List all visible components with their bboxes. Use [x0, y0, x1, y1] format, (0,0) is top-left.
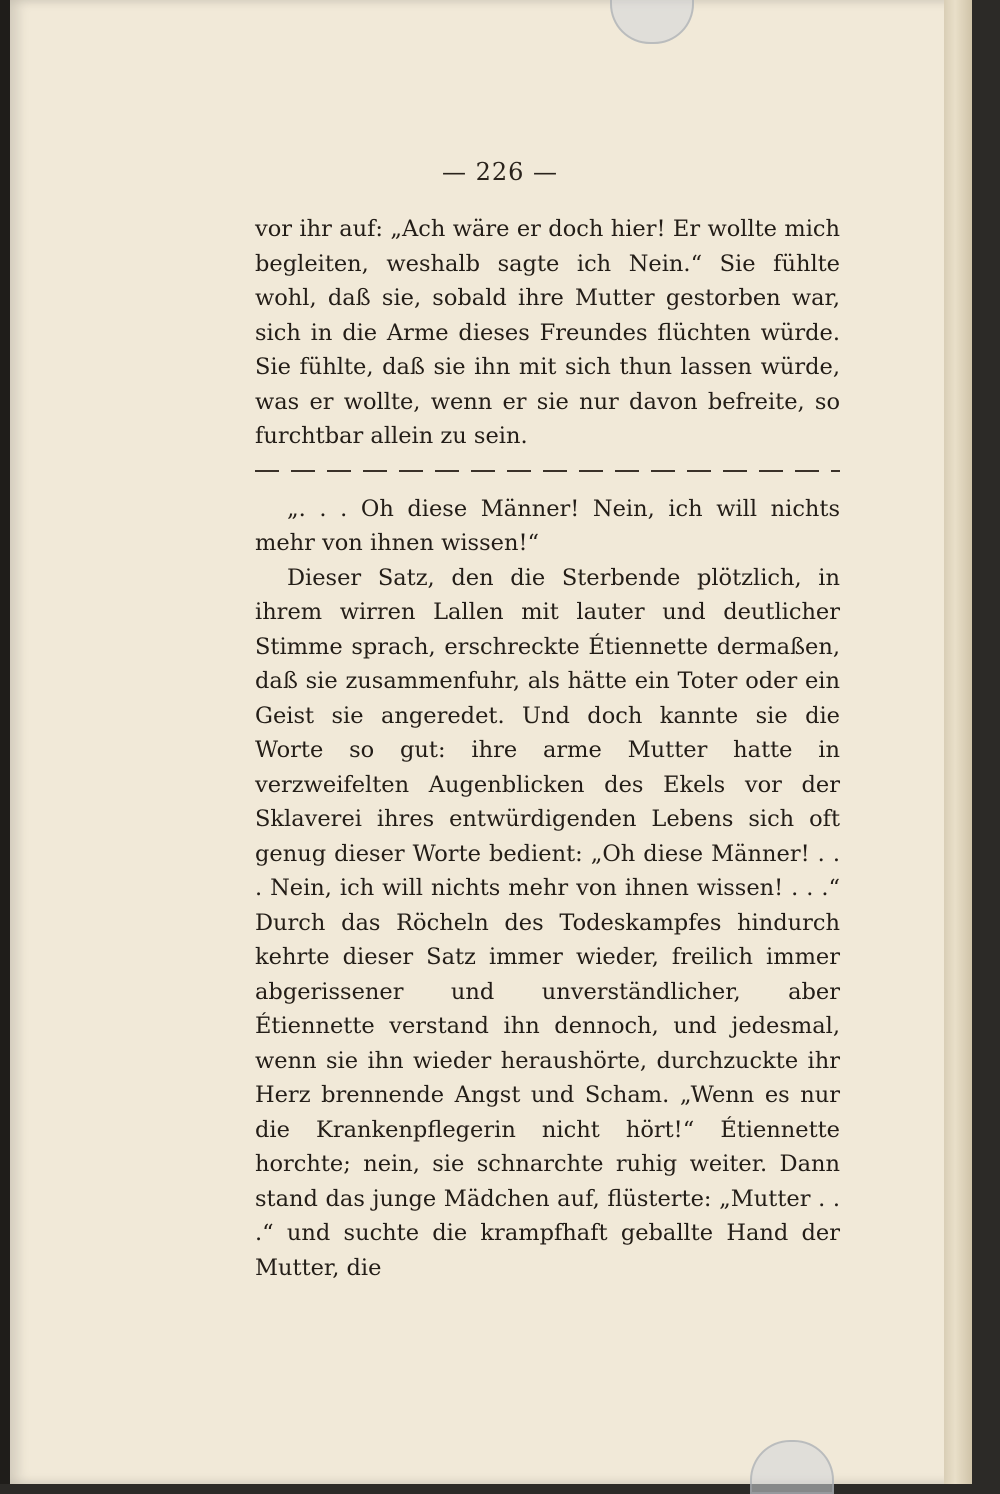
- body-text: [255, 212, 840, 1285]
- paragraph-1: vor ihr auf: „Ach wäre er doch hier! Er wollte mich begleiten, weshalb sagte ich Nein.“ Sie fühlte wohl, daß sie, sobald ihre Mutter gestorben war, sich in die Arme dieses Freundes flüchten würde. Sie fühlte, daß sie ihn mit sich thun lassen würde, was er wollte, wenn er sie nur davon befreite, so furchtbar allein zu sein.: [255, 216, 840, 449]
- section-break-rule: [255, 460, 840, 482]
- book-binding-edge: [0, 0, 10, 1484]
- paragraph-3: Dieser Satz, den die Sterbende plötzlich, in ihrem wirren Lallen mit lauter und deutlicher Stimme sprach, erschreckte Étiennette dermaßen, daß sie zusammenfuhr, als hätte ein Toter oder ein Geist sie angeredet. Und doch kannte sie die Worte so gut: ihre arme Mutter hatte in verzweifelten Augenblicken des Ekels vor der Sklaverei ihres entwürdigenden Lebens sich oft genug dieser Worte bedient: „Oh diese Männer! . . . Nein, ich will nichts mehr von ihnen wissen! . . .“ Durch das Röcheln des Todeskampfes hindurch kehrte dieser Satz immer wieder, freilich immer abgerissener und unverständlicher, aber Étiennette verstand ihn dennoch, und jedesmal, wenn sie ihn wieder heraushörte, durchzuckte ihr Herz brennende Angst und Scham. „Wenn es nur die Krankenpflegerin nicht hört!“ Étiennette horchte; nein, sie schnarchte ruhig weiter. Dann stand das junge Mädchen auf, flüsterte: „Mutter . . .“ und suchte die krampfhaft geballte Hand der Mutter, die: [255, 564, 840, 1281]
- page-number: — 226 —: [441, 158, 559, 186]
- page-fore-edge: [944, 0, 972, 1484]
- paragraph-2: „. . . Oh diese Männer! Nein, ich will nichts mehr von ihnen wissen!“: [255, 495, 840, 556]
